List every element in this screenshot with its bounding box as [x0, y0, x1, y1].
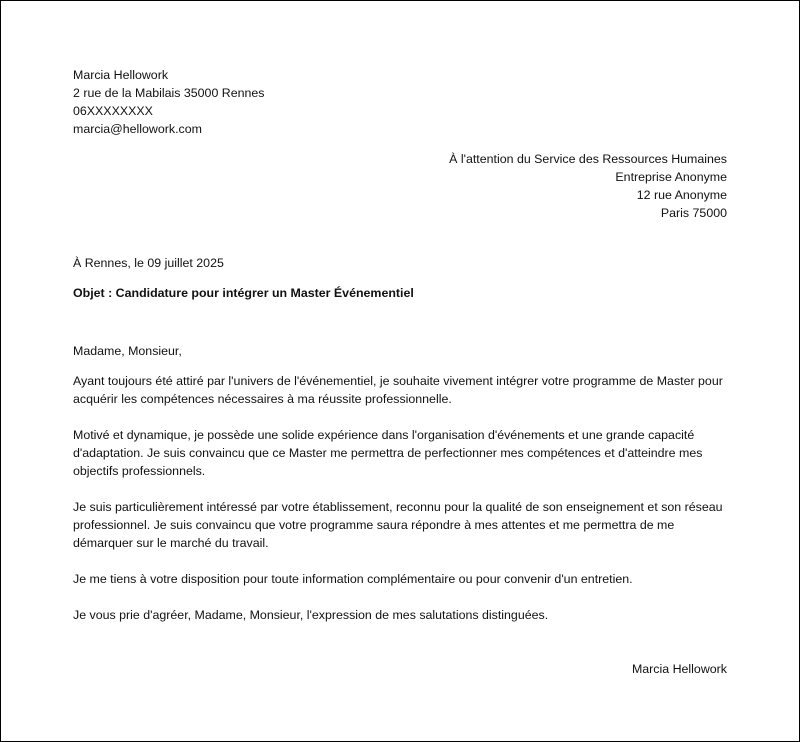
sender-address: 2 rue de la Mabilais 35000 Rennes	[73, 86, 265, 100]
letter-content	[73, 66, 727, 678]
date-line: À Rennes, le 09 juillet 2025	[73, 256, 224, 270]
body-paragraph-3: Je suis particulièrement intéressé par votre établissement, reconnu pour la qualité de son enseignement et son réseau professionnel. Je suis convaincu que votre programme saura répondre à mes attentes et me permettra de me démarquer sur le marché du travail.	[73, 500, 723, 550]
body-paragraph-2: Motivé et dynamique, je possède une solide expérience dans l'organisation d'événements et une grande capacité d'adaptation. Je suis convaincu que ce Master me permettra de perfectionner mes compétences et d'atteindre mes objectifs professionnels.	[73, 428, 703, 478]
recipient-company: Entreprise Anonyme	[615, 170, 727, 184]
recipient-street: 12 rue Anonyme	[636, 188, 727, 202]
body-paragraph-1: Ayant toujours été attiré par l'univers de l'événementiel, je souhaite vivement intégrer votre programme de Master pour acquérir les compétences nécessaires à ma réussite professionnelle.	[73, 374, 723, 406]
letter-subject: Objet : Candidature pour intégrer un Master Événementiel	[73, 286, 414, 300]
recipient-city: Paris 75000	[660, 206, 727, 220]
sender-block	[73, 66, 727, 138]
salutation: Madame, Monsieur,	[73, 344, 182, 358]
closing-paragraph: Je vous prie d'agréer, Madame, Monsieur, l'expression de mes salutations distinguées.	[73, 608, 549, 622]
sender-phone: 06XXXXXXXX	[73, 104, 153, 118]
recipient-attention: À l'attention du Service des Ressources Humaines	[449, 152, 727, 166]
sender-email: marcia@hellowork.com	[73, 122, 202, 136]
body-paragraph-4: Je me tiens à votre disposition pour toute information complémentaire ou pour convenir d'un entretien.	[73, 572, 633, 586]
sender-name: Marcia Hellowork	[73, 68, 169, 82]
recipient-block	[73, 150, 727, 222]
signature: Marcia Hellowork	[631, 662, 727, 676]
